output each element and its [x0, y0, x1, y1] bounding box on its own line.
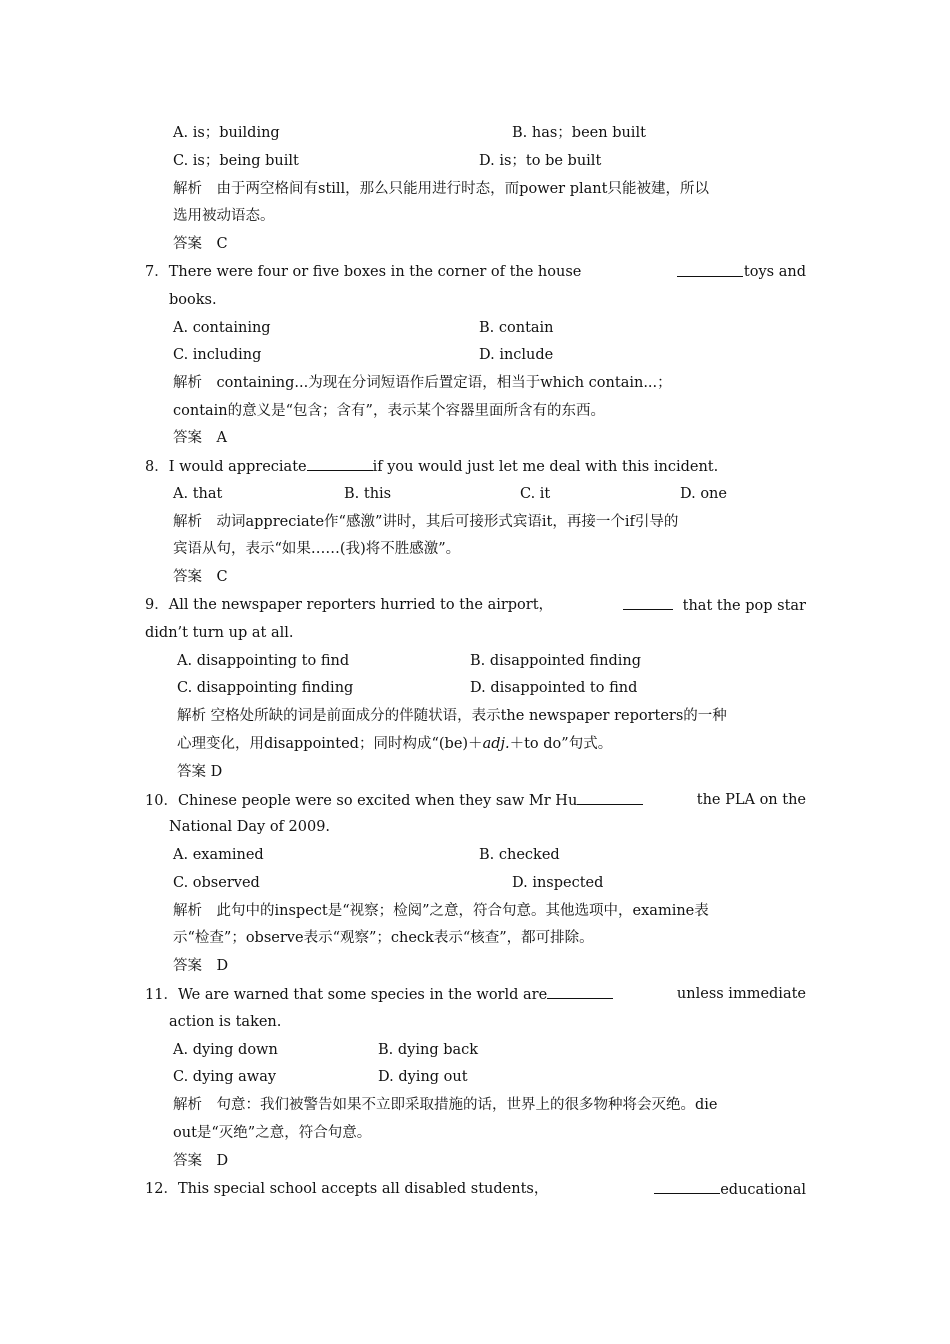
q7-number: 7．	[145, 264, 169, 280]
q11-option-d: D. dying out	[378, 1069, 468, 1085]
q9-explanation-adj: adj.	[482, 736, 510, 752]
q6-explanation-line-1: 解析 由于两空格间有still，那么只能用进行时态，而power plant只能被建，所以	[173, 181, 709, 197]
q10-option-b: B. checked	[479, 847, 560, 863]
q7-blank	[677, 262, 743, 277]
q9-explanation-line-2	[177, 734, 612, 754]
q12-stem-end-group	[654, 1179, 806, 1200]
q11-stem-line-1	[145, 984, 806, 1005]
q11-stem-end: unless immediate	[676, 986, 806, 1002]
q6-option-d: D. is；to be built	[479, 153, 602, 169]
q8-stem-start: I would appreciate	[168, 459, 307, 475]
q11-option-a: A. dying down	[173, 1042, 278, 1058]
q7-option-c: C. including	[173, 347, 262, 363]
q8-option-a: A. that	[173, 486, 223, 502]
q12-stem-line-1	[145, 1179, 806, 1200]
q6-option-b: B. has；been built	[512, 125, 646, 141]
q6-explanation-line-2: 选用被动语态。	[173, 208, 275, 224]
q9-explanation-text-a: 心理变化，用disappointed；同时构成“(be)＋	[177, 736, 483, 752]
q7-answer: 答案 A	[173, 430, 227, 446]
q9-explanation-text-c: ＋to do”句式。	[509, 736, 613, 752]
q11-stem-line-2: action is taken.	[169, 1014, 282, 1030]
q9-option-a: A. disappointing to find	[177, 653, 350, 669]
q9-explanation-line-1: 解析 空格处所缺的词是前面成分的伴随状语，表示the newspaper reporters的一种	[177, 708, 727, 724]
q10-answer: 答案 D	[173, 958, 229, 974]
q11-answer: 答案 D	[173, 1153, 229, 1169]
q9-answer: 答案 D	[177, 764, 223, 780]
q8-explanation-line-2: 宾语从句，表示“如果……(我)将不胜感激”。	[173, 541, 461, 557]
q10-explanation-line-1: 解析 此句中的inspect是“视察；检阅”之意，符合句意。其他选项中，examine表	[173, 903, 709, 919]
q9-stem-line-2: didn’t turn up at all.	[145, 625, 294, 641]
q11-stem-start-group	[145, 984, 613, 1005]
q10-blank	[577, 790, 643, 805]
q10-number: 10．	[145, 793, 178, 809]
q10-stem-line-1	[145, 790, 806, 811]
q8-stem-end: if you would just let me deal with this incident.	[372, 459, 719, 475]
q8-blank	[307, 456, 373, 471]
q12-stem-start: This special school accepts all disabled students，	[177, 1181, 549, 1197]
q11-option-b: B. dying back	[378, 1042, 479, 1058]
q7-stem-start: There were four or five boxes in the corner of the house	[168, 264, 582, 280]
q9-number: 9．	[145, 597, 169, 613]
q9-stem-line-1	[145, 595, 806, 616]
q10-stem-end: the PLA on the	[696, 792, 806, 808]
q7-stem-line-2: books.	[169, 292, 217, 308]
q6-answer: 答案 C	[173, 236, 228, 252]
q7-stem-end: toys and	[743, 264, 806, 280]
q9-stem-start: All the newspaper reporters hurried to the airport，	[168, 597, 554, 613]
q7-explanation-line-1: 解析 containing...为现在分词短语作后置定语，相当于which contain...；	[173, 375, 672, 391]
q7-option-b: B. contain	[479, 320, 554, 336]
q10-stem-start: Chinese people were so excited when they saw Mr Hu	[177, 793, 578, 809]
q10-explanation-line-2: 示“检查”；observe表示“观察”；check表示“核查”，都可排除。	[173, 930, 594, 946]
q7-explanation-line-2: contain的意义是“包含；含有”，表示某个容器里面所含有的东西。	[173, 403, 605, 419]
q11-stem-start: We are warned that some species in the world are	[177, 987, 548, 1003]
q9-stem-start-group	[145, 595, 553, 616]
q8-stem	[145, 456, 718, 477]
q11-blank	[547, 984, 613, 999]
q10-option-c: C. observed	[173, 875, 260, 891]
q10-option-a: A. examined	[173, 847, 264, 863]
q11-option-c: C. dying away	[173, 1069, 277, 1085]
q8-answer: 答案 C	[173, 569, 228, 585]
q8-option-c: C. it	[520, 486, 551, 502]
q7-option-a: A. containing	[173, 320, 271, 336]
q9-option-b: B. disappointed finding	[470, 653, 641, 669]
q12-stem-end: educational	[720, 1182, 806, 1198]
q10-stem-start-group	[145, 790, 643, 811]
q10-option-d: D. inspected	[512, 875, 604, 891]
q8-number: 8．	[145, 459, 169, 475]
q9-blank	[623, 595, 673, 610]
q9-option-c: C. disappointing finding	[177, 680, 354, 696]
q7-stem-line-1	[145, 262, 806, 282]
q7-option-d: D. include	[479, 347, 554, 363]
q12-number: 12．	[145, 1181, 178, 1197]
q11-number: 11．	[145, 987, 178, 1003]
q8-option-d: D. one	[680, 486, 727, 502]
q11-explanation-line-1: 解析 句意：我们被警告如果不立即采取措施的话，世界上的很多物种将会灭绝。die	[173, 1097, 718, 1113]
q11-explanation-line-2: out是“灭绝”之意，符合句意。	[173, 1125, 372, 1141]
q9-stem-end: that the pop star	[682, 598, 806, 614]
q6-option-c: C. is；being built	[173, 153, 299, 169]
q12-blank	[654, 1179, 720, 1194]
q12-stem-start-group	[145, 1179, 548, 1200]
q9-stem-end-group	[623, 595, 806, 616]
q9-option-d: D. disappointed to find	[470, 680, 638, 696]
q8-option-b: B. this	[344, 486, 392, 502]
q10-stem-line-2: National Day of 2009.	[169, 819, 331, 835]
q6-option-a: A. is；building	[173, 125, 280, 141]
q8-explanation-line-1: 解析 动词appreciate作“感激”讲时，其后可接形式宾语it，再接一个if引导的	[173, 514, 679, 530]
